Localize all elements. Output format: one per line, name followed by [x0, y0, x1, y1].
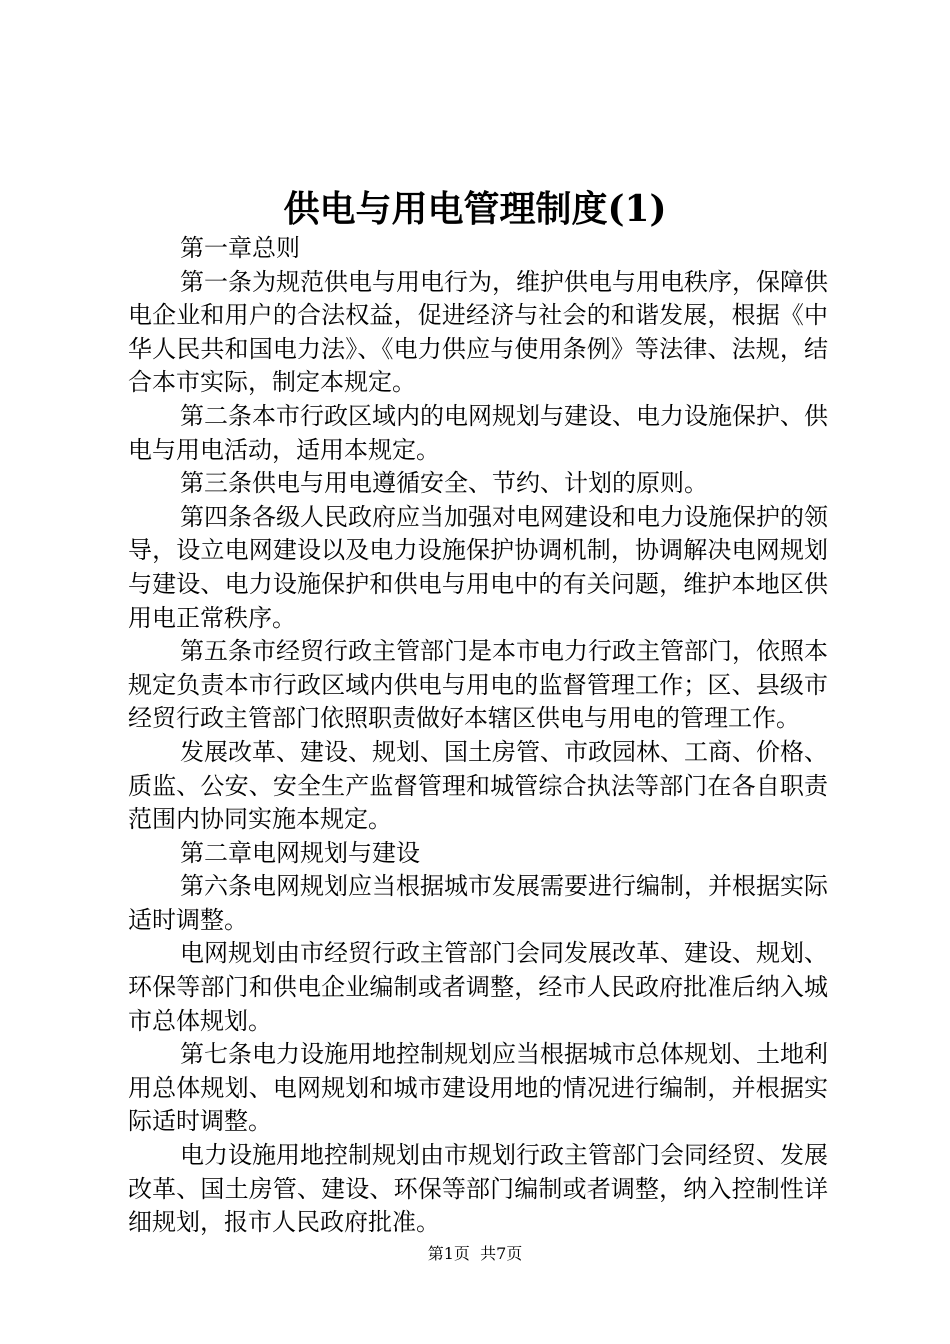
article-7: 第七条电力设施用地控制规划应当根据城市总体规划、土地利用总体规划、电网规划和城市建设用地的情况进行编制，并根据实际适时调整。 [128, 1040, 828, 1136]
article-1: 第一条为规范供电与用电行为，维护供电与用电秩序，保障供电企业和用户的合法权益，促进经济与社会的和谐发展，根据《中华人民共和国电力法》、《电力供应与使用条例》等法律、法规，结合本市实际，制定本规定。 [128, 267, 828, 397]
chapter-heading-2: 第二章电网规划与建设 [180, 838, 420, 867]
article-6-paragraph-2: 电网规划由市经贸行政主管部门会同发展改革、建设、规划、环保等部门和供电企业编制或者调整，经市人民政府批准后纳入城市总体规划。 [128, 939, 828, 1035]
page-total: 共7页 [480, 1244, 523, 1263]
article-5-paragraph-2: 发展改革、建设、规划、国土房管、市政园林、工商、价格、质监、公安、安全生产监督管理和城管综合执法等部门在各自职责范围内协同实施本规定。 [128, 737, 828, 834]
footer-separator [470, 1244, 480, 1263]
page-footer [0, 1242, 950, 1266]
article-2: 第二条本市行政区域内的电网规划与建设、电力设施保护、供电与用电活动，适用本规定。 [128, 401, 828, 464]
chapter-heading-1: 第一章总则 [180, 234, 300, 262]
article-7-paragraph-2: 电力设施用地控制规划由市规划行政主管部门会同经贸、发展改革、国土房管、建设、环保等部门编制或者调整，纳入控制性详细规划，报市人民政府批准。 [128, 1141, 828, 1237]
article-4: 第四条各级人民政府应当加强对电网建设和电力设施保护的领导，设立电网建设以及电力设施保护协调机制，协调解决电网规划与建设、电力设施保护和供电与用电中的有关问题，维护本地区供用电正常秩序。 [128, 502, 828, 632]
document-body [128, 232, 828, 1240]
article-6: 第六条电网规划应当根据城市发展需要进行编制，并根据实际适时调整。 [128, 872, 828, 934]
page-number: 第1页 [427, 1244, 470, 1263]
document-title: 供电与用电管理制度(1) [283, 188, 667, 230]
article-5: 第五条市经贸行政主管部门是本市电力行政主管部门，依照本规定负责本市行政区域内供电与用电的监督管理工作；区、县级市经贸行政主管部门依照职责做好本辖区供电与用电的管理工作。 [128, 637, 828, 733]
article-3: 第三条供电与用电遵循安全、节约、计划的原则。 [180, 469, 708, 498]
